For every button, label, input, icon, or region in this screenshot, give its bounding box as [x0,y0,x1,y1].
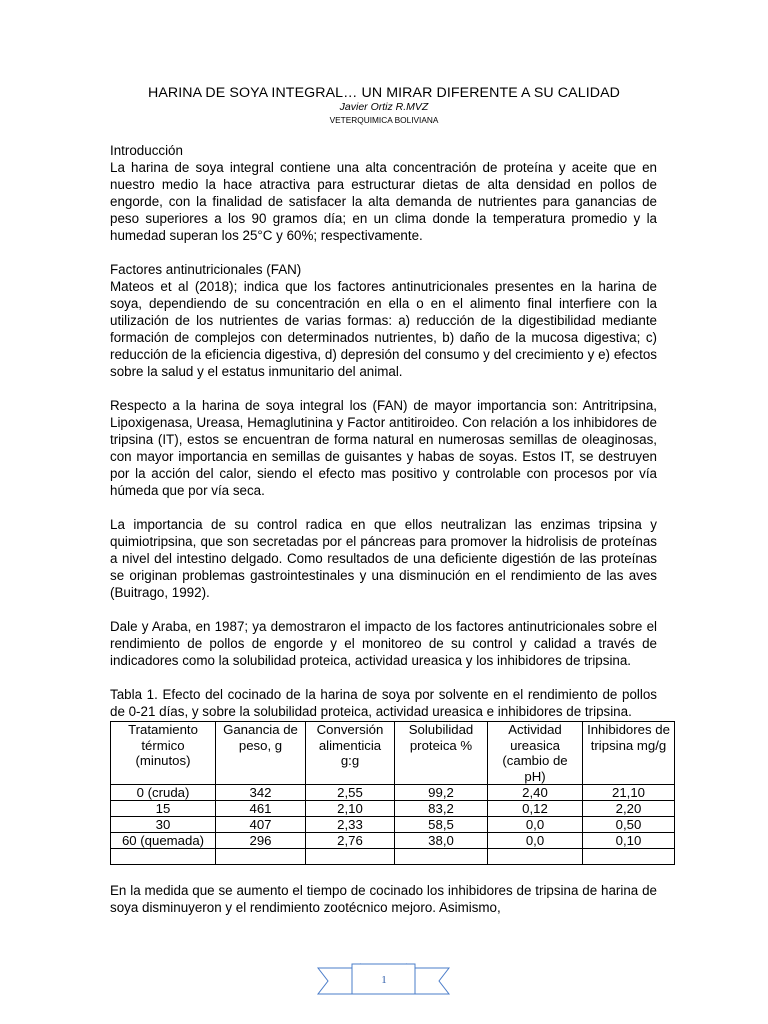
intro-heading: Introducción [110,143,183,158]
table-cell: 38,0 [395,833,488,849]
table-cell: 0,10 [583,833,675,849]
table-cell: 2,40 [488,785,583,801]
table-cell: 2,33 [306,817,395,833]
paragraph-control-importance: La importancia de su control radica en que ellos neutralizan las enzimas tripsina y quimiotripsina, que son secretadas por el páncreas para promover la hidrolisis de proteínas a nivel del intestino delgado. Como resultados de una deficiente digestión de las proteínas se originan problemas gastrointestinales y una disminución en el rendimiento de las aves (Buitrago, 1992). [110,517,657,600]
table-cell: 2,55 [306,785,395,801]
table-cell: 21,10 [583,785,675,801]
table-cell: 461 [216,801,306,817]
table-row [111,817,675,833]
paragraph-results: En la medida que se aumento el tiempo de cocinado los inhibidores de tripsina de harina de soya disminuyeron y el rendimiento zootécnico mejoro. Asimismo, [110,883,657,915]
table-cell: 342 [216,785,306,801]
header-cell-feed-conversion: Conversión alimenticia g:g [306,722,395,785]
data-table [110,721,675,865]
fan-paragraph: Mateos et al (2018); indica que los factores antinutricionales presentes en la harina de soya, dependiendo de su concentración en ella o en el alimento final interfiere con la utilización de los nutrientes de varias formas: a) reducción de la digestibilidad mediante formación de complejos con determinados nutrientes, b) daño de la mucosa digestiva; c) reducción de la eficiencia digestiva, d) depresión del consumo y del crecimiento y e) efectos sobre la salud y el estatus inmunitario del animal. [110,279,657,379]
table-caption: Tabla 1. Efecto del cocinado de la harina de soya por solvente en el rendimiento de pollos de 0-21 días, y sobre la solubilidad proteica, actividad ureasica e inhibidores de tripsina. [110,687,657,719]
header-cell-urease-activity: Actividad ureasica (cambio de pH) [488,722,583,785]
page-number: 1 [381,974,387,986]
table-cell: 2,20 [583,801,675,817]
table-cell: 296 [216,833,306,849]
table-cell: 99,2 [395,785,488,801]
table-cell: 2,10 [306,801,395,817]
header-cell-weight-gain: Ganancia de peso, g [216,722,306,785]
table-cell: 58,5 [395,817,488,833]
table-cell: 30 [111,817,216,833]
header-cell-treatment: Tratamiento térmico (minutos) [111,722,216,785]
table-cell: 0 (cruda) [111,785,216,801]
table-header-row [111,722,675,785]
organization-line: VETERQUIMICA BOLIVIANA [329,115,439,125]
fan-heading: Factores antinutricionales (FAN) [110,262,302,277]
table-cell: 0,0 [488,817,583,833]
table-cell: 0,50 [583,817,675,833]
header-cell-protein-solubility: Solubilidad proteica % [395,722,488,785]
table-cell: 0,12 [488,801,583,817]
intro-paragraph: La harina de soya integral contiene una alta concentración de proteína y aceite que en nuestro medio la hace atractiva para estructurar dietas de alta densidad en pollos de engorde, con la finalidad de satisfacer la alta demanda de nutrientes para ganancias de peso superiores a los 90 gramos día; en un clima donde la temperatura promedio y la humedad superan los 25°C y 60%; respectivamente. [110,160,657,243]
table-cell: 60 (quemada) [111,833,216,849]
table-empty-row [111,849,675,865]
table-row [111,833,675,849]
header-cell-trypsin-inhibitors: Inhibidores de tripsina mg/g [583,722,675,785]
document-body [110,142,670,916]
table-cell: 15 [111,801,216,817]
table-cell: 2,76 [306,833,395,849]
document-title: HARINA DE SOYA INTEGRAL… UN MIRAR DIFERENTE A SU CALIDAD [147,85,621,101]
table-row [111,785,675,801]
paragraph-dale-araba: Dale y Araba, en 1987; ya demostraron el impacto de los factores antinutricionales sobre el rendimiento de pollos de engorde y el monitoreo de su control y calidad a través de indicadores como la solubilidad proteica, actividad ureasica y los inhibidores de tripsina. [110,619,657,668]
table-cell: 0,0 [488,833,583,849]
table-row [111,801,675,817]
table-cell: 407 [216,817,306,833]
author-line: Javier Ortiz R.MVZ [339,101,429,113]
table-cell: 83,2 [395,801,488,817]
paragraph-fan-types: Respecto a la harina de soya integral los (FAN) de mayor importancia son: Antritripsina, Lipoxigenasa, Ureasa, Hemaglutinina y Factor antitiroideo. Con relación a los inhibidores de tripsina (IT), estos se encuentran de forma natural en numerosas semillas de oleaginosas, con mayor importancia en semillas de guisantes y habas de soyas. Estos IT, se destruyen por la acción del calor, siendo el efecto mas positivo y controlable con procesos por vía húmeda que por vía seca. [110,398,657,498]
